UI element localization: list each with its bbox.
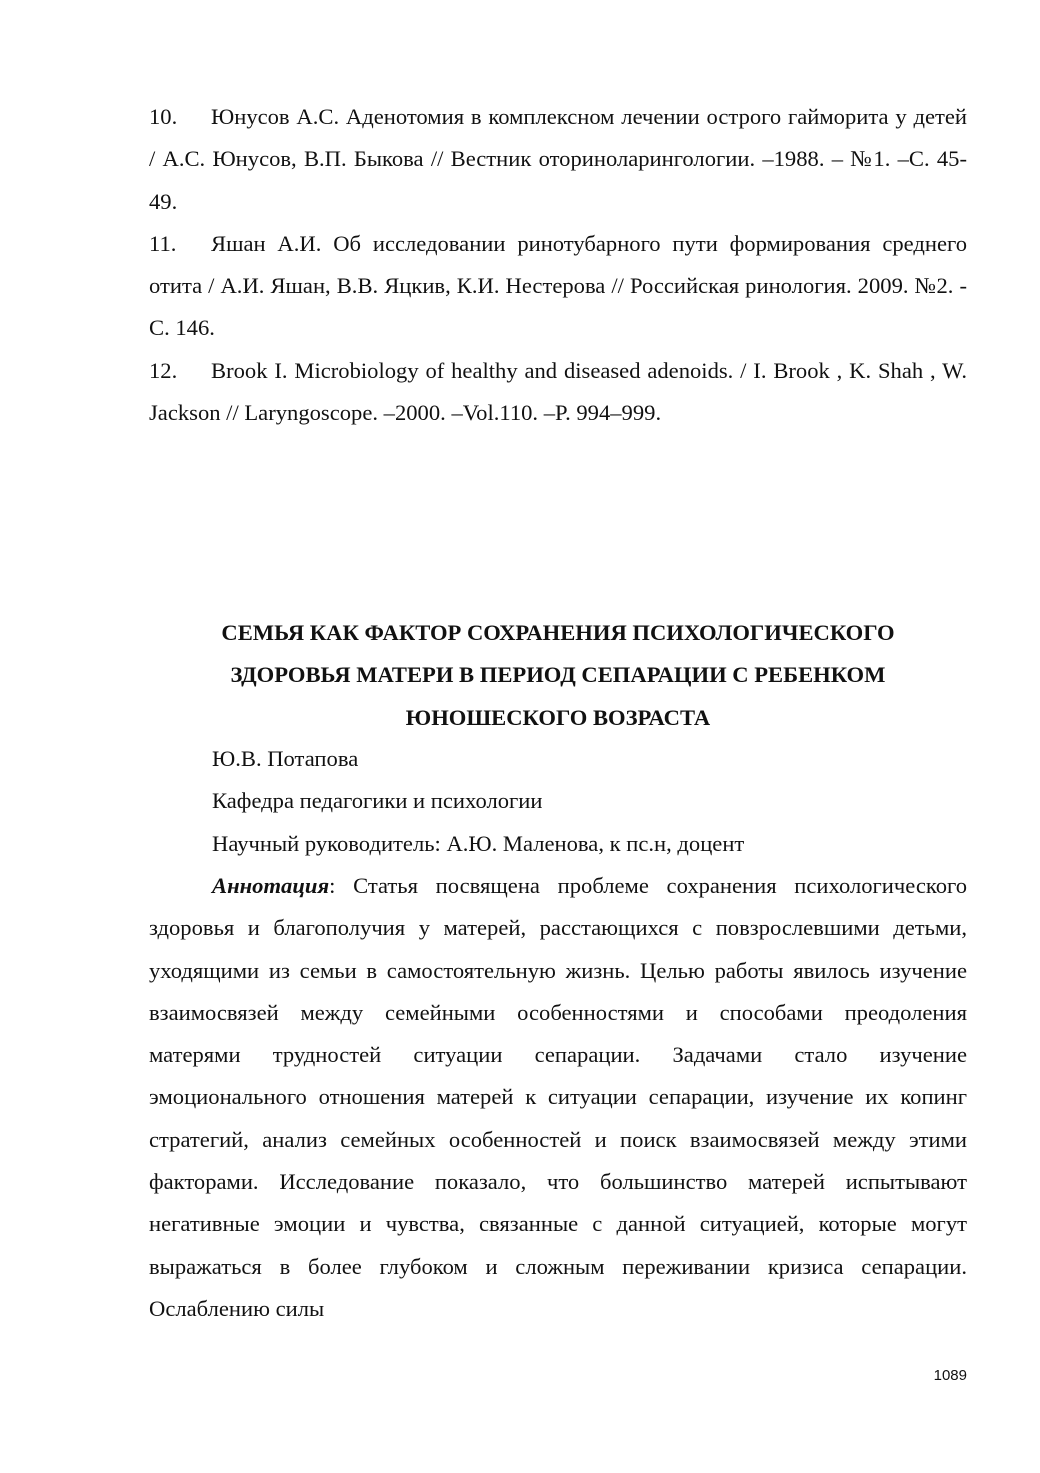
abstract-label: Аннотация [212, 873, 330, 898]
article-abstract [149, 865, 967, 1330]
article-supervisor: Научный руководитель: А.Ю. Маленова, к пс.н, доцент [212, 830, 745, 856]
reference-number: 11. [149, 230, 177, 256]
page-number: 1089 [933, 1367, 967, 1384]
reference-number: 10. [149, 104, 178, 129]
reference-text: Brook I. Microbiology of healthy and diseased adenoids. / I. Brook , K. Shah , W. Jackson // Laryngoscope. –2000. –Vol.110. –P. 994–999. [149, 357, 967, 426]
article-title [149, 612, 967, 739]
article-department: Кафедра педагогики и психологии [212, 788, 543, 814]
abstract-colon: : [329, 873, 336, 898]
article-title-line: ЮНОШЕСКОГО ВОЗРАСТА [405, 704, 711, 730]
article-author: Ю.В. Потапова [212, 746, 359, 771]
reference-text: Яшан А.И. Об исследовании ринотубарного пути формирования среднего отита / А.И. Яшан, В.В. Яцкив, К.И. Нестерова // Российская ринология. 2009. №2. - С. 146. [149, 230, 967, 341]
abstract-text: Статья посвящена проблеме сохранения психологического здоровья и благополучия у матерей, расстающихся с повзрослевшими детьми, уходящими из семьи в самостоятельную жизнь. Целью работы явилось изучение взаимосвязей между семейными особенностями и способами преодоления матерями трудностей ситуации сепарации. Задачами стало изучение эмоционального отношения матерей к ситуации сепарации, изучение их копинг стратегий, анализ семейных особенностей и поиск взаимосвязей между этими факторами. Исследование показало, что большинство матерей испытывают негативные эмоции и чувства, связанные с данной ситуацией, которые могут выражаться в более глубоком и сложным переживании кризиса сепарации. Ослаблению силы [149, 873, 967, 1321]
reference-item [149, 350, 967, 435]
reference-text: Юнусов А.С. Аденотомия в комплексном лечении острого гайморита у детей / А.С. Юнусов, В.П. Быкова // Вестник оториноларингологии. –1988. – №1. –С. 45-49. [149, 104, 967, 214]
article-title-line: СЕМЬЯ КАК ФАКТОР СОХРАНЕНИЯ ПСИХОЛОГИЧЕСКОГО [221, 620, 895, 645]
reference-list [149, 96, 967, 434]
reference-item [149, 96, 967, 223]
article-meta [212, 738, 967, 865]
reference-item [149, 223, 967, 350]
reference-number: 12. [149, 357, 178, 383]
article-title-line: ЗДОРОВЬЯ МАТЕРИ В ПЕРИОД СЕПАРАЦИИ С РЕБЕНКОМ [230, 662, 886, 688]
